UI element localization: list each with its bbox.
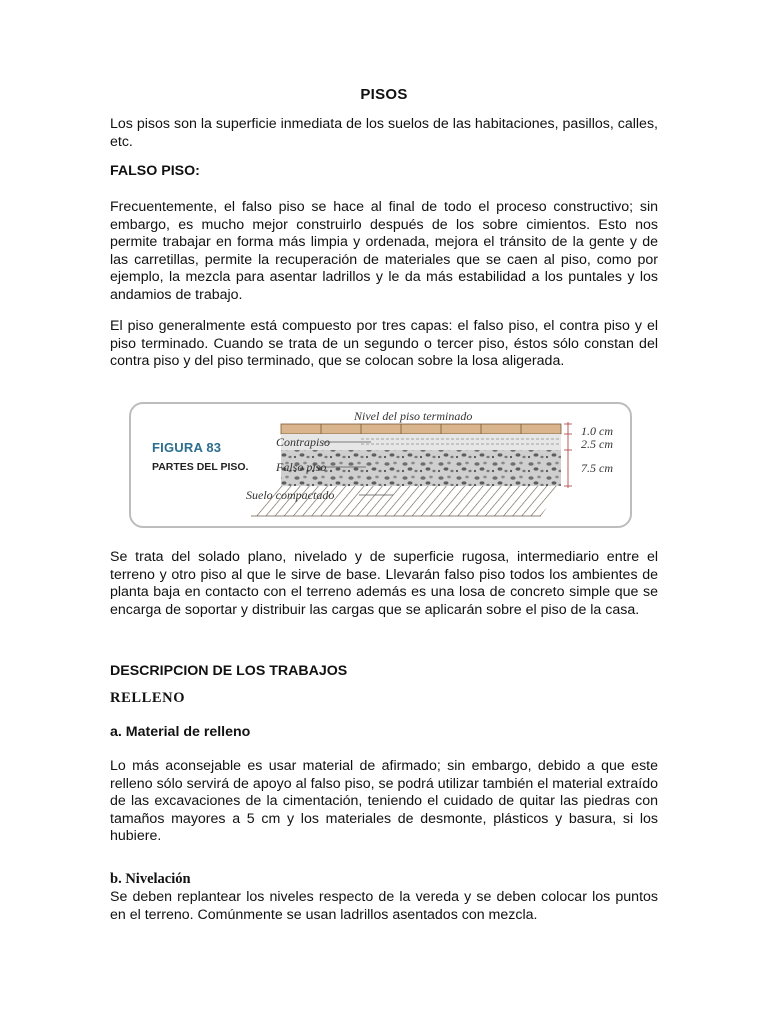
finished-floor-layer [281, 424, 561, 434]
label-nivel: Nivel del piso terminado [354, 409, 473, 423]
label-falso-piso: Falso piso [276, 460, 327, 474]
figure-number: FIGURA 83 [152, 440, 222, 455]
figure-caption: PARTES DEL PISO. [152, 461, 249, 473]
falso-piso-paragraph-1: Frecuentemente, el falso piso se hace al final de todo el proceso constructivo; sin embargo, es mucho mejor construirlo después de los sobre cimientos. Esto nos permite trabajar en forma más limpia y ordenada, mejora el tránsito de la gente y de las carretillas, permite la recuperación de materiales que se caen al piso, como por ejemplo, la mezcla para asentar ladrillos y le da más estabilidad a los puntales y los andamios de trabajo. [110, 199, 658, 303]
figure-parts-of-floor [129, 402, 632, 528]
descripcion-heading: DESCRIPCION DE LOS TRABAJOS [110, 663, 348, 679]
dim-3: 7.5 cm [581, 461, 613, 475]
floor-layers-diagram [131, 404, 632, 528]
solado-paragraph: Se trata del solado plano, nivelado y de superficie rugosa, intermediario entre el terreno y otro piso al que le sirve de base. Llevarán falso piso todos los ambientes de planta baja en contacto con el terreno además es una losa de concreto simple que se encarga de soportar y distribuir las cargas que se aplicarán sobre el piso de la casa. [110, 549, 658, 618]
falso-piso-paragraph-2: El piso generalmente está compuesto por tres capas: el falso piso, el contra piso y el piso terminado. Cuando se trata de un segundo o tercer piso, éstos sólo constan del contra piso y del piso terminado, que se colocan sobre la losa aligerada. [110, 318, 658, 370]
intro-paragraph: Los pisos son la superficie inmediata de los suelos de las habitaciones, pasillos, calles, etc. [110, 116, 658, 150]
page-title: PISOS [360, 86, 408, 103]
nivelacion-heading: b. Nivelación [110, 871, 191, 887]
falso-piso-heading: FALSO PISO: [110, 163, 200, 179]
material-relleno-paragraph: Lo más aconsejable es usar material de afirmado; sin embargo, debido a que este relleno sólo servirá de apoyo al falso piso, se podrá utilizar también el material extraído de las excavaciones de la cimentación, teniendo el cuidado de quitar las piedras con tamaños mayores a 5 cm y los materiales de desmonte, plásticos y basura, si los hubiere. [110, 758, 658, 845]
material-relleno-heading: a. Material de relleno [110, 724, 251, 740]
nivelacion-paragraph: Se deben replantear los niveles respecto de la vereda y se deben colocar los puntos en el terreno. Comúnmente se usan ladrillos asentados con mezcla. [110, 889, 658, 923]
label-suelo: Suelo compactado [246, 488, 335, 502]
label-contrapiso: Contrapiso [276, 435, 331, 449]
dim-2: 2.5 cm [581, 437, 613, 451]
dim-1: 1.0 cm [581, 424, 613, 438]
relleno-heading: RELLENO [110, 690, 186, 706]
